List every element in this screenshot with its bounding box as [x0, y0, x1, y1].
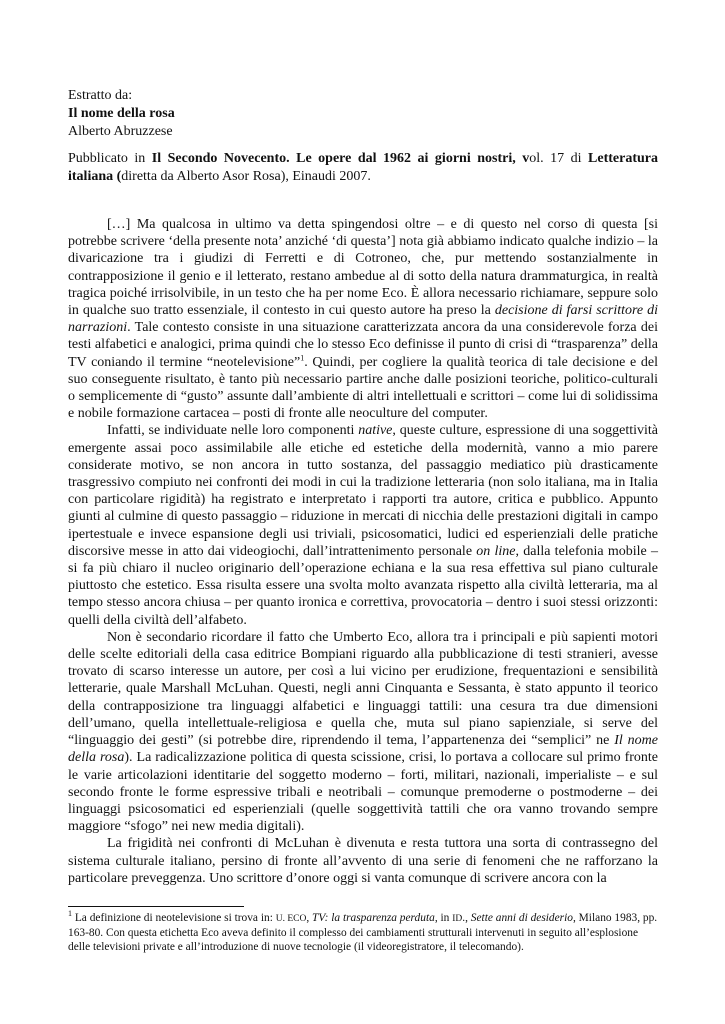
- footnote: $^1$ La definizione di neotelevisione si trova in: U. ECO, TV: la trasparenza perduta, in ID., Sette anni di desiderio, Milano 1983, pp. 163-80. Con questa etichetta Eco aveva definito il complesso dei cambiamenti strutturali intervenuti in seguito all’esplosione delle televisioni private e all’introduzione di nuove tecnologie (il videoregistratore, il telecomando).: [68, 909, 658, 953]
- footnote-mark: 1: [68, 909, 72, 919]
- paragraph-4: La frigidità nei confronti di McLuhan è divenuta e resta tuttora una sorta di contrassegno del sistema culturale italiano, persino di fronte all’avvento di una serie di fenomeni che ne rafforzano la particolare preveggenza. Uno scrittore d’onore oggi si vanta comunque di scrivere ancora con la: [68, 836, 658, 886]
- paragraph-3: Non è secondario ricordare il fatto che Umberto Eco, allora tra i principali e più sapienti motori delle scelte editoriali della casa editrice Bompiani riguardo alla pubblicazione di testi stranieri, avesse trovato di scarso interesse un autore, per così a lui vicino per erudizione, frequentazioni e sensibilità letterarie, quale Marshall McLuhan. Questi, negli anni Cinquanta e Sessanta, è stato appunto il teorico della contrapposizione tra linguaggi alfabetici e linguaggi tattili: una cesura tra due dimensioni dell’umano, quella intellettuale-religiosa e quella che, muta sul piano sapienziale, si serve del “linguaggio dei gesti” (si potrebbe dire, riprendendo il tema, l’appartenenza dei “semplici” ne Il nome della rosa). La radicalizzazione politica di questa scissione, crisi, lo portava a collocare sul primo fronte le varie articolazioni identitarie del soggetto moderno – forti, militari, nazionali, imperialiste – e sul secondo fronte le forme espressive tribali e neotribali – comunque premoderne o postmoderne – dei linguaggi psicosomatici ed esperienziali (quelle soggettività tattili che ora vanno trovando sempre maggiore “sfogo” nei new media digitali).: [68, 629, 659, 835]
- author-name: Alberto Abruzzese: [68, 124, 173, 139]
- publication-info: Pubblicato in Il Secondo Novecento. Le opere dal 1962 ai giorni nostri, vol. 17 di Letteratura italiana (diretta da Alberto Asor Rosa), Einaudi 2007.: [68, 151, 658, 184]
- paragraph-1: […] Ma qualcosa in ultimo va detta spingendosi oltre – e di questo nel corso di questa [si potrebbe scrivere ‘della presente nota’ anziché ‘di questa’] nota già abbiamo indicato qualche indizio – la divaricazione tra i giudizi di Ferretti e di Cotroneo, che, pur mettendo sostanzialmente in contrapposizione il genio e il letterato, restano ambedue al di sotto della natura drammaturgica, in realtà tragica poiché irrisolvibile, in un testo che ha per nome Eco. È allora necessario richiamare, seppure solo in qualche suo tratto essenziale, il contesto in cui questo autore ha preso la decisione di farsi scrittore di narrazioni. Tale contesto consiste in una situazione caratterizzata ancora da una considerevole forza dei testi alfabetici e analogici, prima quindi che lo stesso Eco definisse il punto di crisi di “trasparenza” della TV coniando il termine “neotelevisione”$^1$. Quindi, per cogliere la qualità teorica di tale decisione e del suo conseguente risultato, è tanto più necessario partire anche dalle posizioni teoriche, politico-culturali o semplicemente di “gusto” assunte dall’ambiente di altri intellettuali e scrittori – come lui di solidissima e nobile formazione cartacea – posti di fronte alle neoculture del computer.: [68, 217, 658, 422]
- excerpt-label: Estratto da:: [68, 88, 133, 103]
- paragraph-2: Infatti, se individuate nelle loro componenti native, queste culture, espressione di una soggettività emergente assai poco assimilabile alle etiche ed estetiche della modernità, vanno a mio parere considerate motivo, se non ancora in tutto sostanza, del passaggio mediatico più drasticamente trasgressivo compiuto nei confronti dei modi in cui la tradizione letteraria (non solo italiana, ma in Italia con particolare rigidità) ha registrato e interpretato i rapporti tra autore, critica e pubblico. Appunto giunti al culmine di questo passaggio – riduzione in mercati di nicchia delle prestazioni digitali in campo ipertestuale e invece espansione degli usi triviali, psicosomatici, ludici ed esperienziali delle pratiche discorsive messe in atto dai videogiochi, dall’intrattenimento personale on line, dalla telefonia mobile – si fa più chiaro il nucleo originario dell’operazione echiana e la sua resa effettiva sul piano culturale piuttosto che estetico. Essa risulta essere una svolta molto avanzata rispetto alla civiltà letteraria, ma al tempo stesso ancora chiusa – per quanto ironica e correttiva, provocatoria – dentro i suoi stessi orizzonti: quelli della civiltà dell’alfabeto.: [68, 423, 658, 628]
- publication-work: Il Secondo Novecento. Le opere dal 1962 ai giorni nostri,: [151, 151, 516, 166]
- document-header: [68, 87, 658, 141]
- body-text: [68, 216, 658, 887]
- book-title: Il nome della rosa: [68, 106, 175, 121]
- footnote-reference: 1: [300, 352, 305, 362]
- publication-series: Letteratura italiana (: [68, 151, 658, 184]
- footnote-divider: [68, 906, 244, 907]
